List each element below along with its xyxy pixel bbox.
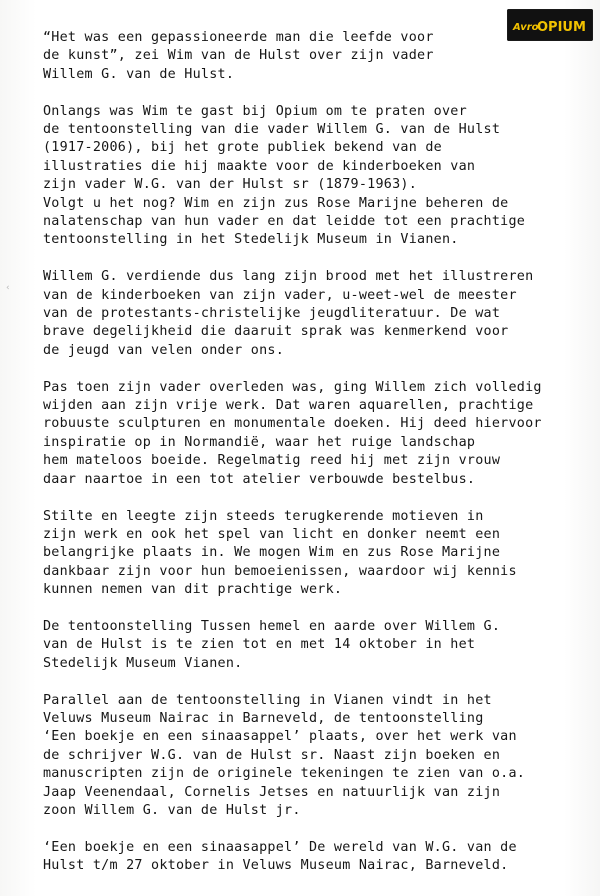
- text-line: Stedelijk Museum Vianen.: [43, 655, 243, 671]
- text-line: wijden aan zijn vrije werk. Dat waren aquarellen, prachtige: [43, 398, 534, 414]
- text-line: zijn vader W.G. van der Hulst sr (1879-1963).: [43, 177, 418, 193]
- text-line: van de kinderboeken van zijn vader, u-weet-wel de meester: [43, 287, 517, 303]
- text-line: belangrijke plaats in. We mogen Wim en zus Rose Marijne: [43, 545, 501, 561]
- text-line: ‘Een boekje en een sinaasappel’ De wereld van W.G. van de: [43, 839, 517, 855]
- text-line: robuuste sculpturen en monumentale doeken. Hij deed hiervoor: [43, 416, 542, 432]
- text-line: dankbaar zijn voor hun bemoeienissen, waardoor wij kennis: [43, 563, 517, 579]
- text-line: inspiratie op in Normandië, waar het ruige landschap: [43, 434, 476, 450]
- text-line: Hulst t/m 27 oktober in Veluws Museum Nairac, Barneveld.: [43, 858, 509, 874]
- scan-margin-mark: ‹: [6, 283, 10, 293]
- text-line: tentoonstelling in het Stedelijk Museum in Vianen.: [43, 232, 459, 248]
- text-line: Parallel aan de tentoonstelling in Vianen vindt in het: [43, 692, 492, 708]
- text-line: hem mateloos boeide. Regelmatig reed hij met zijn vrouw: [43, 453, 501, 469]
- text-line: (1917-2006), bij het grote publiek bekend van de: [43, 140, 442, 156]
- text-line: Onlangs was Wim te gast bij Opium om te praten over: [43, 103, 467, 119]
- text-line: zoon Willem G. van de Hulst jr.: [43, 802, 301, 818]
- text-line: Willem G. van de Hulst.: [43, 66, 235, 82]
- text-line: nalatenschap van hun vader en dat leidde tot een prachtige: [43, 214, 526, 230]
- text-line: Willem G. verdiende dus lang zijn brood met het illustreren: [43, 269, 534, 285]
- paragraph-quote: [43, 29, 563, 84]
- text-line: daar naartoe in een tot atelier verbouwde bestelbus.: [43, 471, 476, 487]
- text-line: ‘Een boekje en een sinaasappel’ plaats, over het werk van: [43, 729, 517, 745]
- text-line: Jaap Veenendaal, Cornelis Jetses en natuurlijk van zijn: [43, 784, 501, 800]
- paragraph-exhibition-vianen: [43, 618, 563, 673]
- article-body: [43, 29, 563, 894]
- paragraph-free-work: [43, 379, 563, 489]
- text-line: manuscripten zijn de originele tekeningen te zien van o.a.: [43, 766, 526, 782]
- text-line: zijn werk en ook het spel van licht en donker neemt een: [43, 526, 501, 542]
- text-line: brave degelijkheid die daaruit sprak was kenmerkend voor: [43, 324, 509, 340]
- text-line: Volgt u het nog? Wim en zijn zus Rose Marijne beheren de: [43, 195, 509, 211]
- text-line: Pas toen zijn vader overleden was, ging Willem zich volledig: [43, 379, 542, 395]
- text-line: Veluws Museum Nairac in Barneveld, de tentoonstelling: [43, 710, 484, 726]
- paragraph-closing-info: [43, 839, 563, 876]
- text-line: de tentoonstelling van die vader Willem G. van de Hulst: [43, 122, 501, 138]
- text-line: van de Hulst is te zien tot en met 14 oktober in het: [43, 637, 476, 653]
- text-line: de schrijver W.G. van de Hulst sr. Naast zijn boeken en: [43, 747, 501, 763]
- paragraph-illustrations: [43, 268, 563, 360]
- paragraph-themes: [43, 508, 563, 600]
- paragraph-intro: [43, 103, 563, 250]
- text-line: de jeugd van velen onder ons.: [43, 342, 285, 358]
- text-line: De tentoonstelling Tussen hemel en aarde over Willem G.: [43, 618, 501, 634]
- text-line: van de protestants-christelijke jeugdliteratuur. De wat: [43, 306, 501, 322]
- text-line: de kunst”, zei Wim van de Hulst over zijn vader: [43, 48, 434, 64]
- text-line: “Het was een gepassioneerde man die leefde voor: [43, 30, 434, 45]
- svg-text:OPIUM: OPIUM: [537, 20, 586, 35]
- text-line: Stilte en leegte zijn steeds terugkerende motieven in: [43, 508, 484, 524]
- svg-text:Avro: Avro: [513, 22, 539, 33]
- text-line: illustraties die hij maakte voor de kinderboeken van: [43, 158, 476, 174]
- paragraph-exhibition-barneveld: [43, 692, 563, 821]
- text-line: kunnen nemen van dit prachtige werk.: [43, 582, 343, 598]
